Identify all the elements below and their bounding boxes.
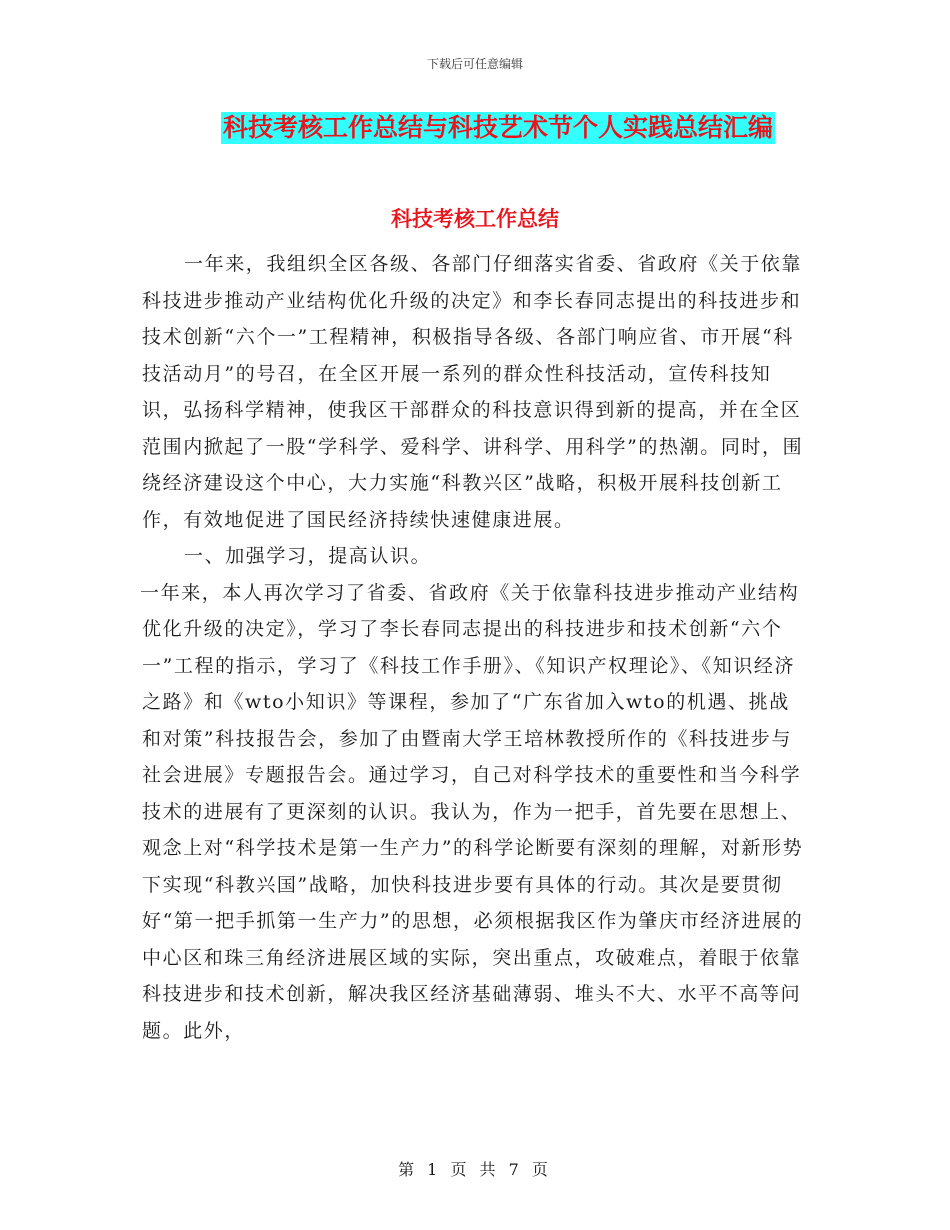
section-title: 科技考核工作总结 bbox=[391, 207, 559, 231]
body-paragraph: 一年来，本人再次学习了省委、省政府《关于依靠科技进步推动产业结构优化升级的决定》，学习了李长春同志提出的科技进步和技术创新“六个一”工程的指示，学习了《科技工作手册》、《知识产权理论》、《知识经济之路》和《wto小知识》等课程，参加了“广东省加入wto的机遇、挑战和对策”科技报告会，参加了由暨南大学王培林教授所作的《科技进步与社会进展》专题报告会。通过学习，自己对科学技术的重要性和当今科学技术的进展有了更深刻的认识。我认为，作为一把手，首先要在思想上、观念上对“科学技术是第一生产力”的科学论断要有深刻的理解，对新形势下实现“科教兴国”战略，加快科技进步要有具体的行动。其次是要贯彻好“第一把手抓第一生产力”的思想，必须根据我区作为肇庆市经济进展的中心区和珠三角经济进展区域的实际，突出重点，攻破难点，着眼于依靠科技进步和技术创新，解决我区经济基础薄弱、堆头不大、水平不高等问题。此外， bbox=[140, 581, 804, 1042]
body-paragraph: 一年来，我组织全区各级、各部门仔细落实省委、省政府《关于依靠科技进步推动产业结构优化升级的决定》和李长春同志提出的科技进步和技术创新“六个一”工程精神，积极指导各级、各部门响应省、市开展“科技活动月”的号召，在全区开展一系列的群众性科技活动，宣传科技知识，弘扬科学精神，使我区干部群众的科技意识得到新的提高，并在全区范围内掀起了一股“学科学、爱科学、讲科学、用科学”的热潮。同时，围绕经济建设这个中心，大力实施“科教兴区”战略，积极开展科技创新工作，有效地促进了国民经济持续快速健康进展。 bbox=[142, 253, 804, 531]
header-note: 下载后可任意编辑 bbox=[426, 57, 523, 71]
main-title-container bbox=[0, 112, 950, 144]
page-number: 第 1 页 共 7 页 bbox=[398, 1160, 552, 1179]
document-main-title: 科技考核工作总结与科技艺术节个人实践总结汇编 bbox=[222, 113, 773, 142]
section-heading: 一、加强学习，提高认识。 bbox=[184, 545, 432, 567]
document-body bbox=[142, 246, 810, 1049]
